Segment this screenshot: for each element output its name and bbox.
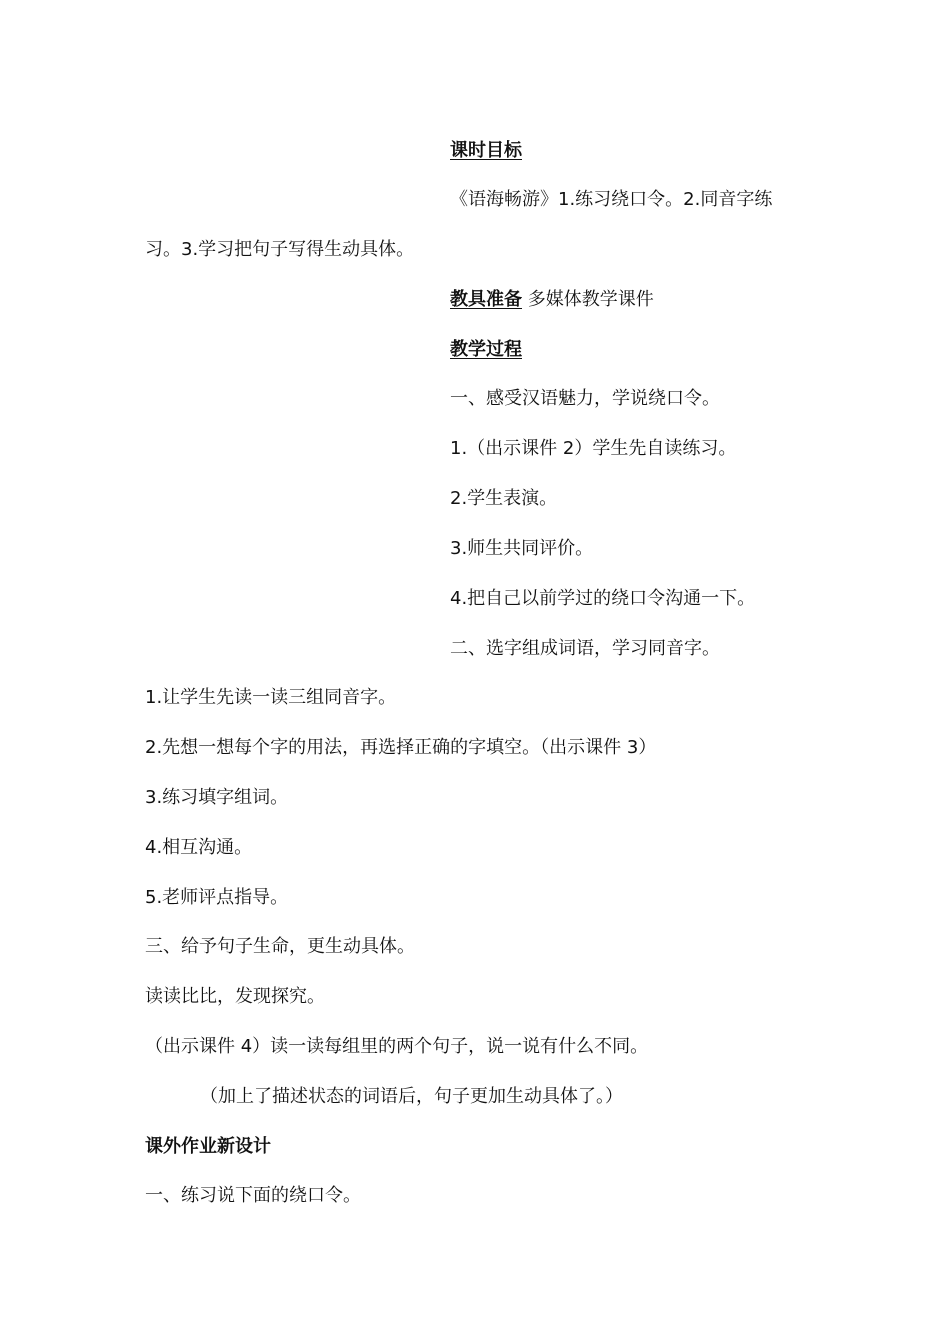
tools-text: 多媒体教学课件 bbox=[522, 289, 654, 310]
section-2-item-4: 4.相互沟通。 bbox=[145, 837, 253, 858]
section-3-subtitle: 读读比比，发现探究。 bbox=[145, 986, 325, 1007]
section-1-title: 一、感受汉语魅力，学说绕口令。 bbox=[450, 388, 720, 409]
section-1-item-4: 4.把自己以前学过的绕口令沟通一下。 bbox=[450, 588, 756, 609]
section-2-item-3: 3.练习填字组词。 bbox=[145, 787, 289, 808]
homework-heading: 课外作业新设计 bbox=[145, 1136, 271, 1157]
section-1-item-1: 1.（出示课件 2）学生先自读练习。 bbox=[450, 438, 737, 459]
objectives-heading: 课时目标 bbox=[450, 140, 522, 161]
section-2-item-1: 1.让学生先读一读三组同音字。 bbox=[145, 687, 397, 708]
homework-item-1: 一、练习说下面的绕口令。 bbox=[145, 1185, 361, 1206]
process-heading: 教学过程 bbox=[450, 339, 522, 360]
section-2-title: 二、选字组成词语，学习同音字。 bbox=[450, 638, 720, 659]
objectives-line-2: 习。3.学习把句子写得生动具体。 bbox=[145, 239, 415, 260]
tools-line bbox=[450, 287, 654, 313]
section-3-note: （加上了描述状态的词语后，句子更加生动具体了。） bbox=[200, 1086, 623, 1107]
section-3-instruction: （出示课件 4）读一读每组里的两个句子，说一说有什么不同。 bbox=[145, 1036, 649, 1057]
section-3-title: 三、给予句子生命，更生动具体。 bbox=[145, 936, 415, 957]
section-2-item-5: 5.老师评点指导。 bbox=[145, 887, 289, 908]
objectives-line-1: 《语海畅游》1.练习绕口令。2.同音字练 bbox=[450, 189, 773, 210]
section-2-item-2: 2.先想一想每个字的用法，再选择正确的字填空。（出示课件 3） bbox=[145, 737, 657, 758]
section-1-item-3: 3.师生共同评价。 bbox=[450, 538, 594, 559]
section-1-item-2: 2.学生表演。 bbox=[450, 488, 558, 509]
tools-heading: 教具准备 bbox=[450, 289, 522, 310]
